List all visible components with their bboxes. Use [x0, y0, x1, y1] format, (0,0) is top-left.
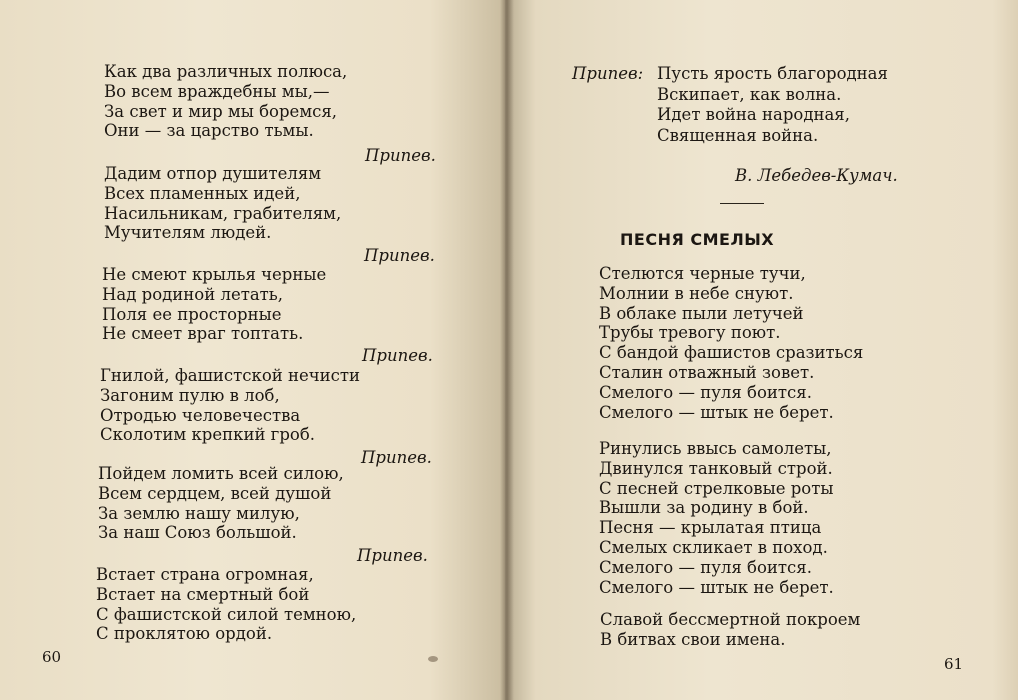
right-stanza-1: [599, 264, 863, 422]
verse-line: Встает страна огромная,: [96, 565, 314, 584]
verse-line: Двинулся танковый строй.: [599, 458, 833, 478]
left-stanza-6: [96, 565, 356, 644]
verse-line: Они — за царство тьмы.: [104, 121, 314, 141]
verse-line: С фашистской силой темною,: [96, 604, 357, 624]
chorus-label: Припев:: [572, 64, 644, 83]
verse-line: Сколотим крепкий гроб.: [100, 425, 315, 445]
chorus-reference: Припев.: [364, 246, 435, 265]
right-stanza-2: [599, 439, 834, 597]
left-stanza-2: [104, 164, 341, 243]
left-stanza-4: [100, 366, 360, 445]
verse-line: Смелого — штык не берет.: [599, 402, 834, 422]
verse-line: Поля ее просторные: [102, 304, 282, 324]
verse-line: Смелых скликает в поход.: [599, 537, 828, 557]
book-spine: [500, 0, 514, 700]
verse-line: Вышли за родину в бой.: [599, 498, 809, 518]
verse-line: Трубы тревогу поют.: [599, 323, 781, 343]
verse-line: Не смеют крылья черные: [102, 265, 327, 284]
verse-line: С бандой фашистов сразиться: [599, 343, 864, 363]
chorus-line: Идет война народная,: [657, 105, 850, 124]
verse-line: С песней стрелковые роты: [599, 478, 834, 498]
chorus-line: Вскипает, как волна.: [657, 84, 842, 104]
verse-line: Смелого — пуля боится.: [599, 557, 812, 577]
verse-line: Дадим отпор душителям: [104, 164, 322, 183]
chorus-reference: Припев.: [365, 146, 436, 165]
verse-line: Пойдем ломить всей силою,: [98, 464, 344, 483]
verse-line: За наш Союз большой.: [98, 523, 297, 543]
left-stanza-1: [104, 62, 347, 141]
left-stanza-5: [98, 464, 344, 543]
song-title: ПЕСНЯ СМЕЛЫХ: [620, 230, 775, 249]
verse-line: Во всем враждебны мы,—: [104, 81, 330, 101]
verse-line: Стелются черные тучи,: [599, 264, 806, 283]
verse-line: Смелого — штык не берет.: [599, 577, 834, 597]
chorus-reference: Припев.: [362, 346, 433, 365]
verse-line: В облаке пыли летучей: [599, 303, 804, 323]
page-number-left: 60: [42, 648, 62, 666]
verse-line: Гнилой, фашистской нечисти: [100, 366, 361, 385]
verse-line: Сталин отважный зовет.: [599, 362, 815, 382]
author-signature: В. Лебедев-Кумач.: [735, 166, 898, 185]
verse-line: Как два различных полюса,: [104, 62, 348, 81]
chorus-reference: Припев.: [357, 546, 428, 565]
verse-line: Всех пламенных идей,: [104, 183, 301, 203]
verse-line: Насильникам, грабителям,: [104, 203, 342, 223]
verse-line: Встает на смертный бой: [96, 584, 310, 604]
verse-line: Отродью человечества: [100, 405, 301, 425]
verse-line: За землю нашу милую,: [98, 503, 300, 523]
verse-line: С проклятою ордой.: [96, 624, 273, 644]
verse-line: Мучителям людей.: [104, 223, 272, 243]
verse-line: Славой бессмертной покроем: [600, 610, 861, 629]
chorus-line: Пусть ярость благородная: [657, 64, 888, 83]
verse-line: Песня — крылатая птица: [599, 518, 822, 538]
verse-line: Не смеет враг топтать.: [102, 324, 304, 344]
ink-blot: [428, 656, 438, 662]
chorus-lines: [657, 64, 888, 146]
verse-line: В битвах свои имена.: [600, 629, 786, 649]
chorus-line: Священная война.: [657, 125, 819, 145]
right-stanza-3: [600, 610, 860, 650]
chorus-reference: Припев.: [361, 448, 432, 467]
left-stanza-3: [102, 265, 326, 344]
section-divider: [720, 203, 764, 204]
verse-line: Ринулись ввысь самолеты,: [599, 439, 832, 458]
verse-line: Загоним пулю в лоб,: [100, 385, 280, 405]
verse-line: Молнии в небе снуют.: [599, 283, 794, 303]
verse-line: Над родиной летать,: [102, 284, 284, 304]
verse-line: За свет и мир мы боремся,: [104, 101, 338, 121]
verse-line: Смелого — пуля боится.: [599, 382, 812, 402]
page-number-right: 61: [944, 655, 964, 673]
verse-line: Всем сердцем, всей душой: [98, 483, 332, 503]
